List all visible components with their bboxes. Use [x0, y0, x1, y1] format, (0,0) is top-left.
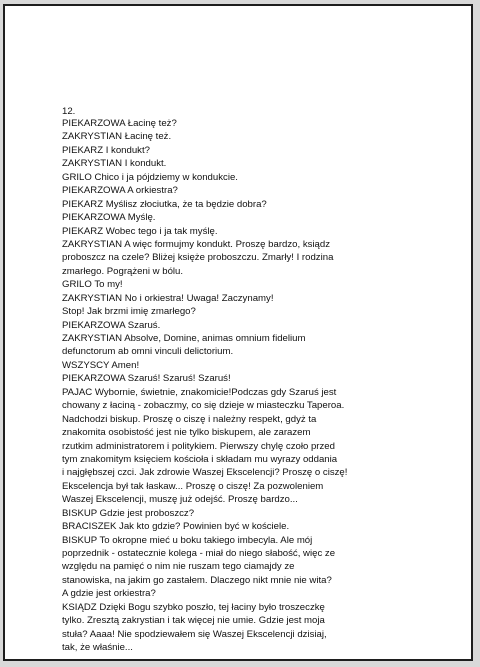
script-line: Waszej Ekscelencji, muszę już odejść. Proszę bardzo... — [62, 494, 298, 506]
script-line: PIEKARZOWA Szaruś! Szaruś! Szaruś! — [62, 373, 231, 385]
script-line: tak, że właśnie... — [62, 642, 133, 654]
script-line: BISKUP Gdzie jest proboszcz? — [62, 507, 195, 519]
script-line: poprzednik - ostatecznie kolega - miał do niego słabość, więc ze — [62, 548, 336, 559]
script-line: tylko. Zresztą zakrystian i tak więcej nie umie. Gdzie jest moja — [62, 615, 325, 627]
script-line: ZAKRYSTIAN No i orkiestra! Uwaga! Zaczynamy! — [62, 292, 274, 304]
script-line: PIEKARZOWA Myślę. — [62, 212, 156, 224]
script-line: WSZYSCY Amen! — [62, 359, 140, 371]
script-line: BRACISZEK Jak kto gdzie? Powinien być w kościele. — [62, 521, 290, 533]
script-line: PIEKARZOWA Łacinę też? — [62, 118, 177, 129]
script-line: GRILO To my! — [62, 279, 123, 291]
script-line: względu na pamięć o nim nie ruszam tego ciamajdy ze — [62, 561, 295, 573]
script-text — [62, 117, 422, 655]
script-line: tym znakomitym księciem kościoła i składam mu wyrazy oddania — [62, 453, 338, 465]
script-line: chowany z łaciną - zobaczmy, co się dzieje w miasteczku Taperoa. — [62, 400, 345, 412]
script-line: PIEKARZOWA A orkiestra? — [62, 185, 178, 197]
script-line: ZAKRYSTIAN Absolve, Domine, animas omnium fidelium — [62, 333, 306, 344]
script-line: ZAKRYSTIAN I kondukt. — [62, 158, 167, 170]
script-line: Nadchodzi biskup. Proszę o ciszę i należny respekt, gdyż ta — [62, 413, 317, 425]
script-line: GRILO Chico i ja pójdziemy w kondukcie. — [62, 171, 238, 183]
script-line: PAJAC Wybornie, świetnie, znakomicie!Podczas gdy Szaruś jest — [62, 386, 337, 398]
script-line: i najgłębszej czci. Jak zdrowie Waszej Ekscelencji? Proszę o ciszę! — [62, 467, 348, 479]
script-line: PIEKARZ I kondukt? — [62, 144, 150, 156]
script-line: Ekscelencja był tak łaskaw... Proszę o ciszę! Za pozwoleniem — [62, 480, 324, 492]
script-line: PIEKARZOWA Szaruś. — [62, 319, 161, 331]
script-line: BISKUP To okropne mieć u boku takiego imbecyla. Ale mój — [62, 534, 313, 546]
script-line: defunctorum ab omni vinculi delictorium. — [62, 346, 234, 358]
script-line: ZAKRYSTIAN Łacinę też. — [62, 131, 172, 143]
script-line: stuła? Aaaa! Nie spodziewałem się Waszej Ekscelencji dzisiaj, — [62, 628, 327, 640]
script-line: ZAKRYSTIAN A więc formujmy kondukt. Proszę bardzo, ksiądz — [62, 238, 331, 250]
script-line: PIEKARZ Wobec tego i ja tak myślę. — [62, 225, 218, 237]
script-line: A gdzie jest orkiestra? — [62, 588, 156, 600]
script-line: proboszcz na czele? Bliżej księże proboszczu. Zmarły! I rodzina — [62, 252, 334, 264]
script-line: znakomita osobistość jest nie tylko biskupem, ale zarazem — [62, 427, 311, 439]
script-line: zmarłego. Pogrążeni w bólu. — [62, 265, 184, 277]
script-line: Stop! Jak brzmi imię zmarłego? — [62, 306, 196, 318]
script-line: PIEKARZ Myślisz złociutka, że ta będzie dobra? — [62, 198, 267, 210]
page-number: 12. — [62, 106, 76, 117]
script-line: stanowiska, na jakim go zastałem. Dlaczego nikt mnie nie wita? — [62, 574, 332, 586]
script-line: rzutkim administratorem i politykiem. Pierwszy chylę czoło przed — [62, 440, 335, 452]
script-line: KSIĄDZ Dzięki Bogu szybko poszło, tej łaciny było troszeczkę — [62, 601, 325, 613]
document-page — [3, 4, 473, 661]
